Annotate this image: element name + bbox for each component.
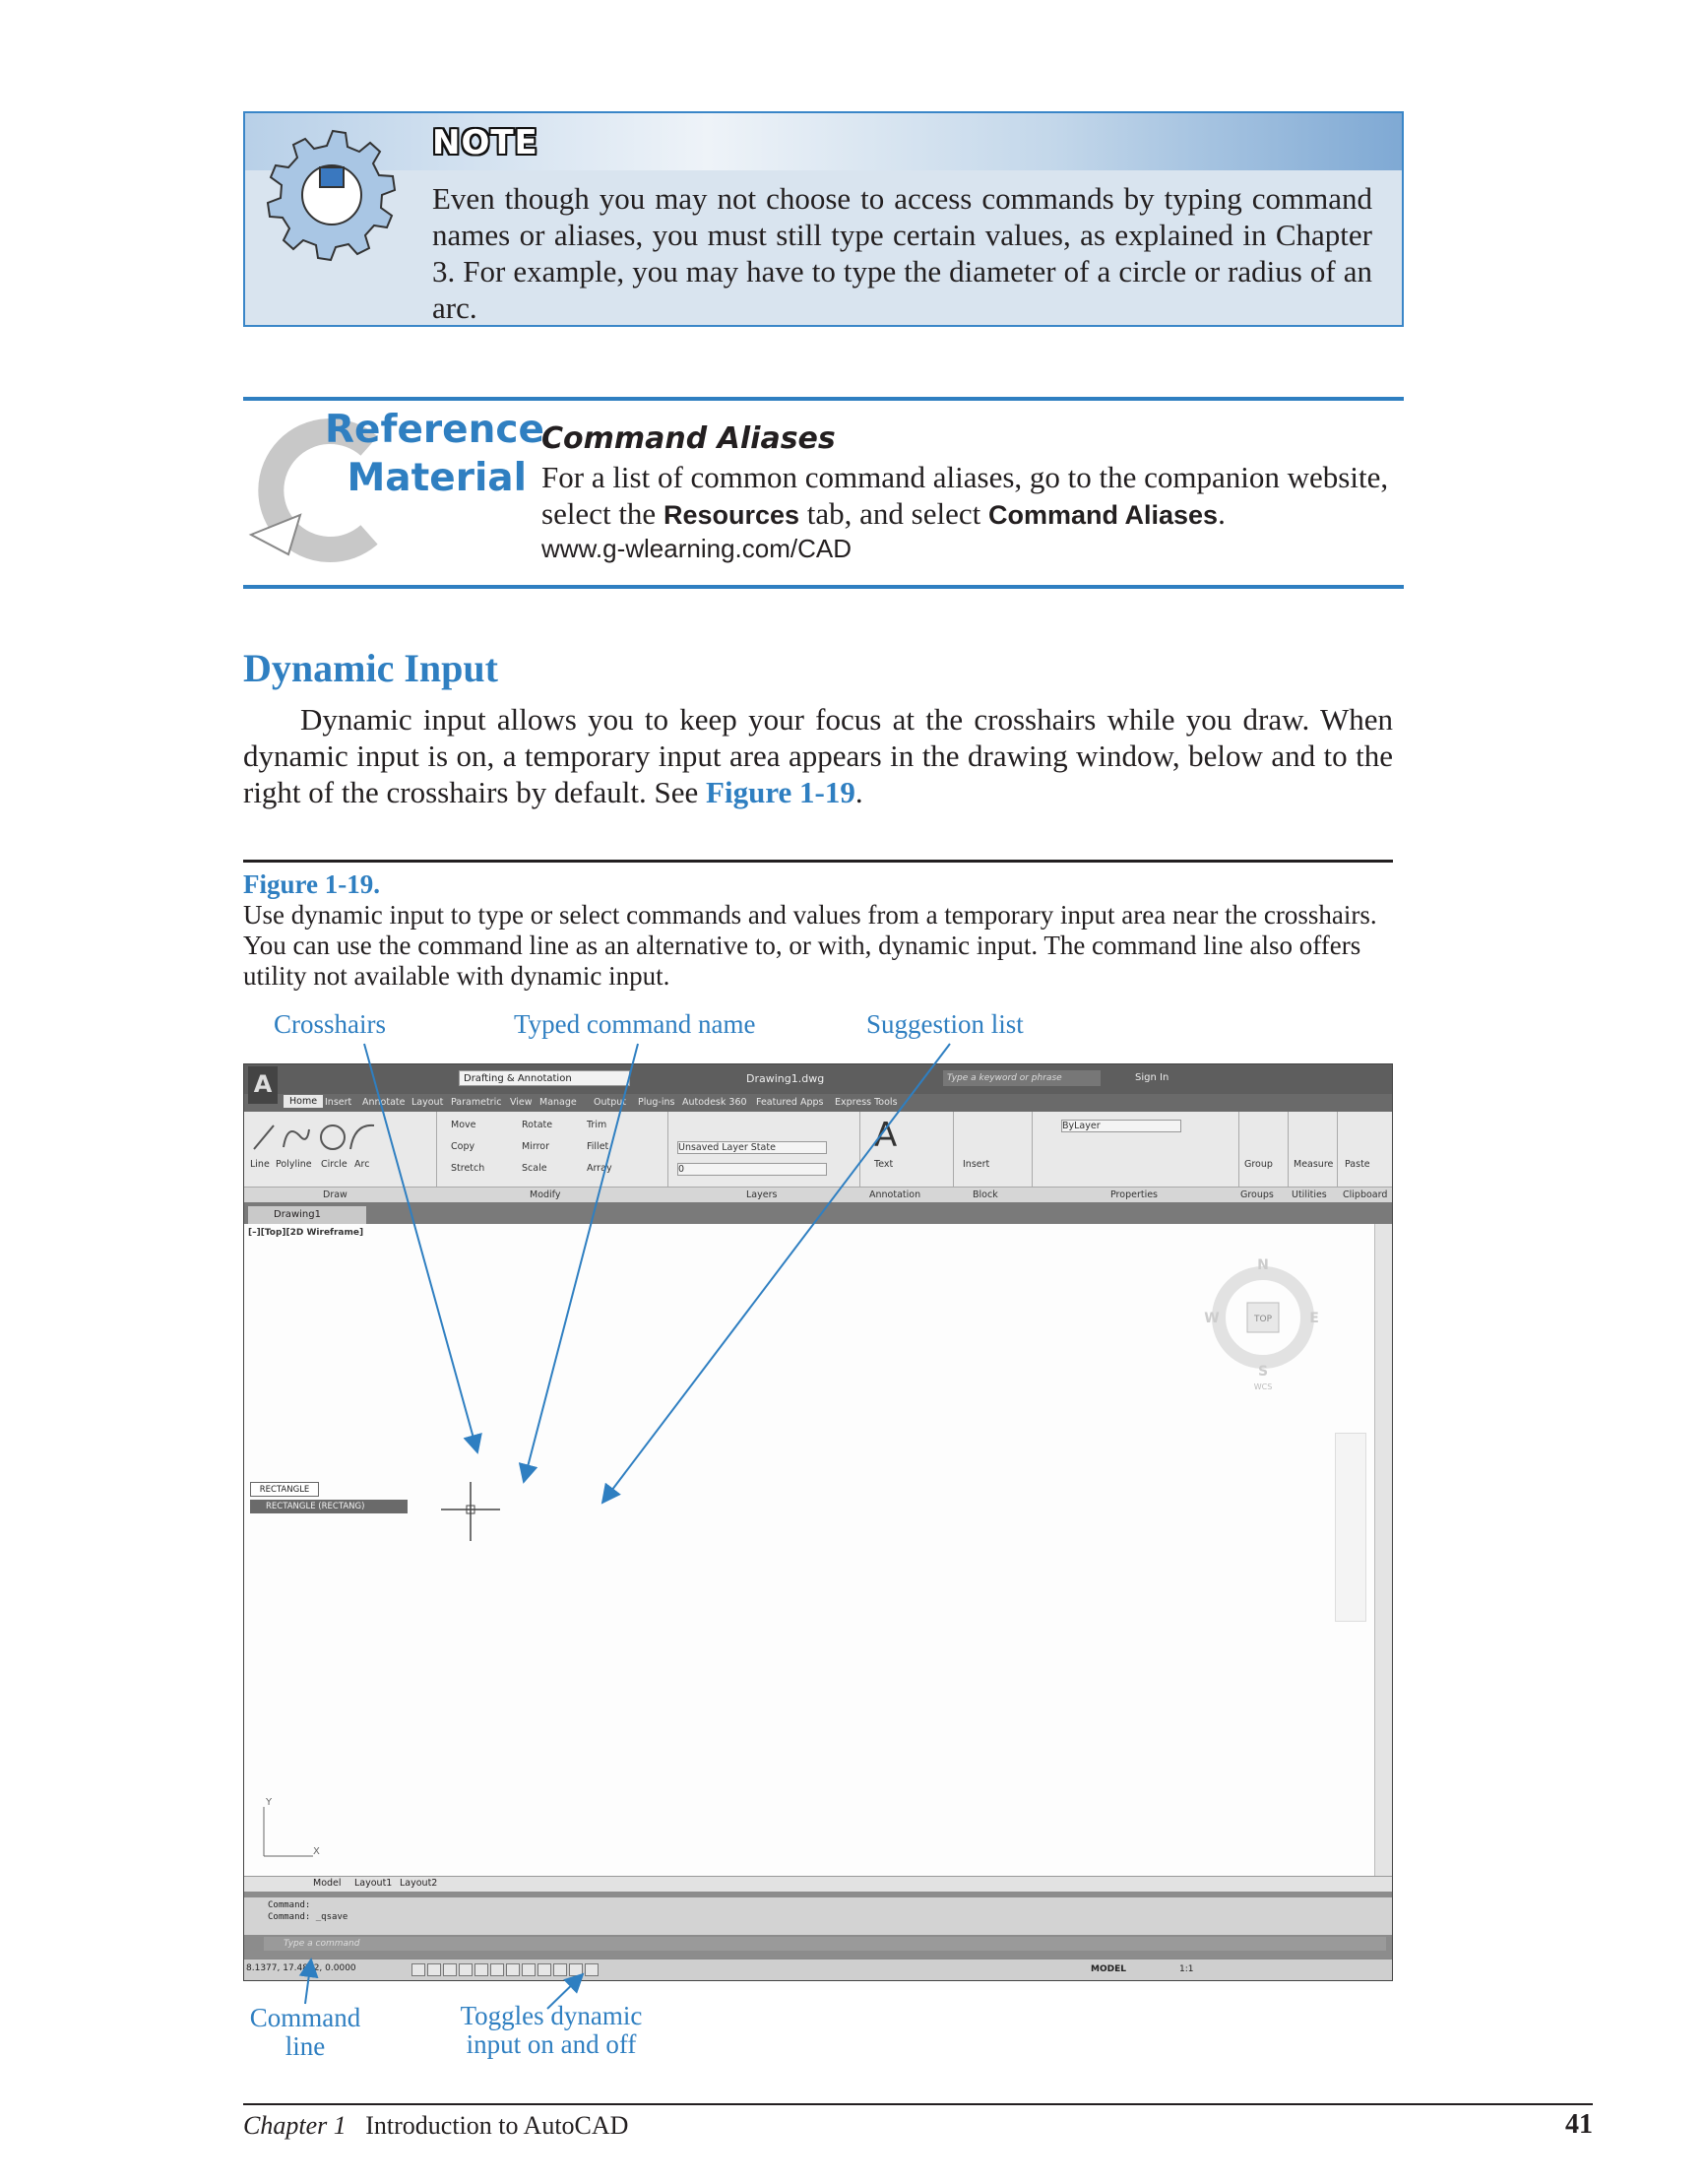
viewcube-east[interactable]: E (1309, 1311, 1319, 1326)
wcs-menu[interactable]: WCS (1253, 1382, 1273, 1391)
chapter-number: Chapter 1 (243, 2111, 347, 2140)
leader-crosshairs (364, 1044, 477, 1452)
leader-toggles (547, 1974, 583, 2009)
panel-groups[interactable]: Groups (1240, 1189, 1274, 1200)
leader-typed-command (524, 1044, 638, 1482)
callout-toggles-dynamic: Toggles dynamic input on and off (460, 2001, 643, 2059)
polyline-tool[interactable]: Polyline (276, 1159, 312, 1170)
leader-suggestion (602, 1044, 950, 1503)
copy-tool[interactable]: Copy (451, 1141, 475, 1152)
fillet-tool[interactable]: Fillet (587, 1141, 609, 1152)
group-tool[interactable]: Group (1244, 1159, 1273, 1170)
svg-text:X: X (313, 1846, 320, 1857)
callout-command-line: Command line (249, 2003, 361, 2061)
tab-featured-apps[interactable]: Featured Apps (756, 1097, 824, 1108)
tab-model[interactable]: Model (313, 1878, 342, 1889)
scale-tool[interactable]: Scale (522, 1163, 547, 1174)
rotate-tool[interactable]: Rotate (522, 1120, 553, 1130)
panel-draw[interactable]: Draw (323, 1189, 348, 1200)
dynamic-input-tooltip[interactable]: RECTANGLE (250, 1482, 319, 1497)
command-input[interactable]: Type a command (264, 1937, 1386, 1951)
viewcube-north[interactable]: N (1257, 1257, 1269, 1273)
reference-url[interactable]: www.g-wlearning.com/CAD (541, 534, 852, 563)
insert-tool[interactable]: Insert (963, 1159, 990, 1170)
model-space-button[interactable]: MODEL (1091, 1964, 1126, 1974)
figure-label: Figure 1-19. (243, 869, 380, 899)
command-history-line: Command: _qsave (268, 1912, 348, 1922)
viewport-controls[interactable]: [–][Top][2D Wireframe] (248, 1228, 364, 1238)
note-title: NOTE (432, 123, 538, 162)
section-title: Dynamic Input (243, 646, 498, 690)
arc-tool[interactable]: Arc (354, 1159, 370, 1170)
chapter-title: Introduction to AutoCAD (365, 2111, 629, 2140)
tab-manage[interactable]: Manage (539, 1097, 577, 1108)
tab-express-tools[interactable]: Express Tools (835, 1097, 898, 1108)
viewcube-west[interactable]: W (1204, 1311, 1220, 1326)
callout-typed-command: Typed command name (514, 1009, 756, 1039)
tab-annotate[interactable]: Annotate (362, 1097, 406, 1108)
tab-layout1[interactable]: Layout1 (354, 1878, 393, 1889)
note-body: Even though you may not choose to access commands by typing command names or aliases, you must still type certain values, as explained in Chapter 3. For example, you may have to type the diameter of a circle or radius of an arc. (432, 181, 1372, 325)
reference-logo-line1: Reference (325, 408, 544, 452)
figure-reference[interactable]: Figure 1-19 (706, 775, 855, 809)
command-history-line: Command: (268, 1900, 311, 1910)
paste-tool[interactable]: Paste (1345, 1159, 1370, 1170)
search-input[interactable]: Type a keyword or phrase (943, 1070, 1101, 1086)
tab-output[interactable]: Output (594, 1097, 626, 1108)
resources-tab-label: Resources (663, 500, 800, 530)
panel-modify[interactable]: Modify (530, 1189, 561, 1200)
footer-rule (243, 2103, 1593, 2105)
tab-layout[interactable]: Layout (411, 1097, 444, 1108)
reference-logo-line2: Material (347, 456, 527, 500)
command-aliases-label: Command Aliases (987, 500, 1219, 530)
panel-utilities[interactable]: Utilities (1292, 1189, 1327, 1200)
reference-text: . (1218, 496, 1226, 531)
panel-block[interactable]: Block (973, 1189, 998, 1200)
reference-text: tab, and select (799, 496, 988, 531)
application-menu-button[interactable]: A (248, 1066, 278, 1104)
callout-suggestion-list: Suggestion list (866, 1009, 1024, 1039)
stretch-tool[interactable]: Stretch (451, 1163, 485, 1174)
tab-home[interactable]: Home (284, 1095, 323, 1108)
annotation-scale[interactable]: 1:1 (1179, 1964, 1194, 1974)
panel-properties[interactable]: Properties (1110, 1189, 1159, 1200)
sign-in-button[interactable]: Sign In (1135, 1072, 1169, 1083)
reference-text: For a list of common command aliases, go to the companion website, select the (541, 460, 1389, 531)
callout-crosshairs: Crosshairs (274, 1009, 386, 1039)
footer-chapter (243, 2111, 628, 2141)
drawing-tab[interactable]: Drawing1 (248, 1206, 366, 1224)
panel-annotation[interactable]: Annotation (869, 1189, 921, 1200)
move-tool[interactable]: Move (451, 1120, 476, 1130)
suggestion-list-item[interactable]: RECTANGLE (RECTANG) (250, 1500, 408, 1513)
array-tool[interactable]: Array (587, 1163, 612, 1174)
tab-view[interactable]: View (510, 1097, 533, 1108)
text-tool[interactable]: Text (874, 1159, 894, 1170)
tab-autodesk-360[interactable]: Autodesk 360 (682, 1097, 747, 1108)
reference-heading: Command Aliases (541, 421, 836, 456)
mirror-tool[interactable]: Mirror (522, 1141, 549, 1152)
figure-caption: Use dynamic input to type or select commands and values from a temporary input area near the crosshairs. You can use the command line as an alternative to, or with, dynamic input. The command line also offers utility not available with dynamic input. (243, 900, 1377, 991)
panel-layers[interactable]: Layers (746, 1189, 778, 1200)
text-icon: A (874, 1116, 898, 1155)
measure-tool[interactable]: Measure (1294, 1159, 1334, 1170)
section-text: Dynamic input allows you to keep your focus at the crosshairs while you draw. When dynamic input is on, a temporary input area appears in the drawing window, below and to the right of the crosshairs by default. See (243, 702, 1393, 809)
viewcube-top[interactable]: TOP (1253, 1315, 1273, 1324)
viewcube-south[interactable]: S (1257, 1364, 1269, 1380)
tab-plugins[interactable]: Plug-ins (638, 1097, 675, 1108)
layer-dropdown[interactable]: 0 (677, 1163, 827, 1176)
svg-text:Y: Y (266, 1797, 273, 1808)
tab-parametric[interactable]: Parametric (451, 1097, 502, 1108)
tab-insert[interactable]: Insert (325, 1097, 352, 1108)
tab-layout2[interactable]: Layout2 (400, 1878, 438, 1889)
leader-command-line (305, 1959, 311, 2004)
trim-tool[interactable]: Trim (587, 1120, 607, 1130)
circle-tool[interactable]: Circle (321, 1159, 348, 1170)
line-tool[interactable]: Line (250, 1159, 270, 1170)
section-text-end: . (854, 775, 863, 809)
coordinate-readout: 8.1377, 17.4802, 0.0000 (246, 1963, 356, 1973)
panel-clipboard[interactable]: Clipboard (1343, 1189, 1388, 1200)
page-number: 41 (1565, 2109, 1593, 2140)
document-title: Drawing1.dwg (746, 1072, 825, 1085)
layer-state-dropdown[interactable]: Unsaved Layer State (677, 1141, 827, 1154)
color-dropdown[interactable]: ByLayer (1061, 1120, 1181, 1132)
workspace-dropdown[interactable]: Drafting & Annotation (459, 1070, 630, 1086)
